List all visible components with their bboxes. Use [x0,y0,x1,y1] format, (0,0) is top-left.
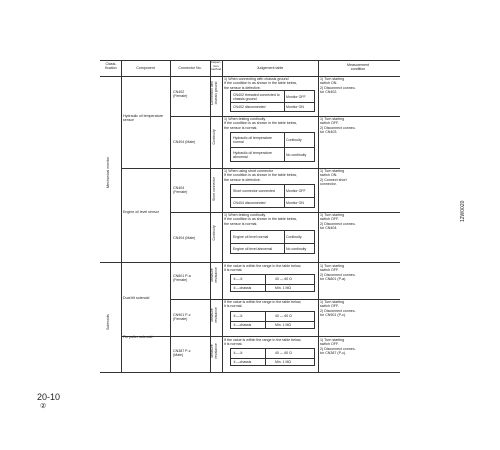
judgement-table [230,184,315,208]
col-line-1 [121,60,122,372]
judgement-table [230,230,315,254]
judgement-table [230,348,315,366]
connector-no: CN387 P-c (Male) [173,349,191,358]
component-pin-puller-solenoid: Pin puller solenoid [123,335,153,339]
inspection-method: Measure resistance [210,343,218,359]
component-engine-oil-level-sensor: Engine oil level sensor [123,210,159,214]
judgement-text: If the value is within the range in the table below, it is normal. [224,300,302,309]
inspection-method: Measure resistance [210,267,218,283]
table-cell: 40 — 60 Ω [275,277,292,282]
measurement-condition: 1) Turn starting switch OFF. 2) Disconnect connec- tor CN801 (P-a). [320,264,356,281]
header-inspection-method: Inspec- tion method [210,60,222,72]
judgement-text: 1) When testing continuity If the condition is as shown in the table below, the sensor is normal. [224,117,297,130]
judgement-text: If the value is within the range in the table below, it is normal. [224,264,302,273]
judgement-table [230,132,315,162]
inspection-method: Continuity [212,225,216,241]
table-cell: CN404 disconnected [233,200,266,205]
table-cell: CN402 disconnected [233,105,266,109]
connector-no: CN801 P-a (Female) [173,274,191,283]
measurement-condition: 1) Turn starting switch ON. 2) Disconnect connec- tor CN402. [320,77,356,94]
col-line-5 [318,60,319,372]
table-cell: Min. 1 MΩ [275,359,292,364]
measurement-condition: 1) Turn starting switch ON. 2) Connect short connector. [320,169,347,186]
connector-no: CN404 (Male) [173,140,196,144]
judgement-text: 1) When testing continuity If the condition is as shown in the table below, the sensor is normal. [224,213,297,226]
component-dual-tilt-solenoid: Dual tilt solenoid [123,296,150,300]
table-cell: CN402 threaded connected to chassis ground [233,92,280,101]
class-separator [100,262,400,263]
table-cell: 40 — 60 Ω [275,351,292,356]
document-code: 12W0020 [460,200,466,222]
judgement-table [230,311,315,329]
table-cell: ①—chassis [233,322,252,327]
inspection-method: Connection with chassis ground [210,80,218,106]
judgement-text: If the value is within the range in the table below, it is normal. [224,338,302,347]
measurement-condition: 1) Turn starting switch OFF. 2) Disconnect connec- tor CN387 (P-c). [320,338,356,355]
measurement-condition: 1) Turn starting switch OFF. 2) Disconnect connec- tor CN403. [320,117,356,134]
header-measurement-condition: Measurement condition [347,63,369,72]
table-cell: ①—chassis [233,285,252,290]
component-hydraulic-oil-temperature-sensor: Hydraulic oil temperature sensor [123,114,163,123]
inspection-method: Short connector [212,177,216,201]
header-judgement-table: Judgement table [256,66,284,70]
header-component: Component [136,66,155,70]
table-cell: Short connector connected [233,189,275,193]
table-cell: Monitor OFF [286,94,306,99]
connector-no: CN404 (Male) [173,236,196,240]
page-revision-mark: ② [40,403,47,410]
table-cell: 40 — 60 Ω [275,314,292,319]
table-cell: ①—② [233,314,243,319]
judgement-table [230,90,315,112]
table-cell: Monitor OFF [286,189,306,193]
table-cell: ①—② [233,351,243,356]
table-cell: Hydraulic oil temperature abnormal [233,150,272,159]
inspection-method: Continuity [212,129,216,145]
col-line-2 [170,60,171,372]
class-solenoids: Solenoids [106,314,110,330]
table-cell: Hydraulic oil temperature normal [233,136,272,144]
table-cell: Monitor ON [286,105,304,109]
table-cell: Min. 1 MΩ [275,285,292,290]
judgement-text: 1) When using short connector If the condition is as shown in the table below, the sensor is defective. [224,169,297,182]
table-cell: Monitor ON [286,200,304,205]
class-mechanical-monitor: Mechanical monitor [106,156,110,188]
table-cell: Continuity [286,235,302,239]
connector-no: CN402 (Female) [173,90,188,99]
table-bottom-line [100,372,400,373]
table-cell: Continuity [286,138,302,142]
table-cell: No continuity [286,246,307,251]
table-cell: ①—chassis [233,359,252,364]
measurement-condition: 1) Turn starting switch OFF. 2) Disconnect connec- tor CN901 (P-c). [320,300,356,317]
table-cell: No continuity [286,152,307,157]
judgement-text: 1) When connecting with chassis ground If the condition is as shown in the table below, the sensor is defective. [224,77,297,90]
judgement-table [230,274,315,292]
connector-no: CN404 (Female) [173,186,188,195]
table-cell: Engine oil level abnormal [233,246,273,251]
inspection-method: Measure resistance [210,307,218,323]
col-line-4 [222,60,223,372]
measurement-condition: 1) Turn starting switch OFF. 2) Disconnect connec- tor CN404. [320,213,356,230]
table-cell: Min. 1 MΩ [275,322,292,327]
header-classification: Classi- fication [105,62,117,71]
page-number: 20-10 [37,392,61,402]
table-top-line [100,60,400,61]
connector-no: CN901 P-c (Female) [173,313,191,322]
table-cell: Engine oil level normal [233,235,269,239]
table-cell: ①—② [233,277,243,282]
header-connector-no: Connector No. [178,66,202,70]
